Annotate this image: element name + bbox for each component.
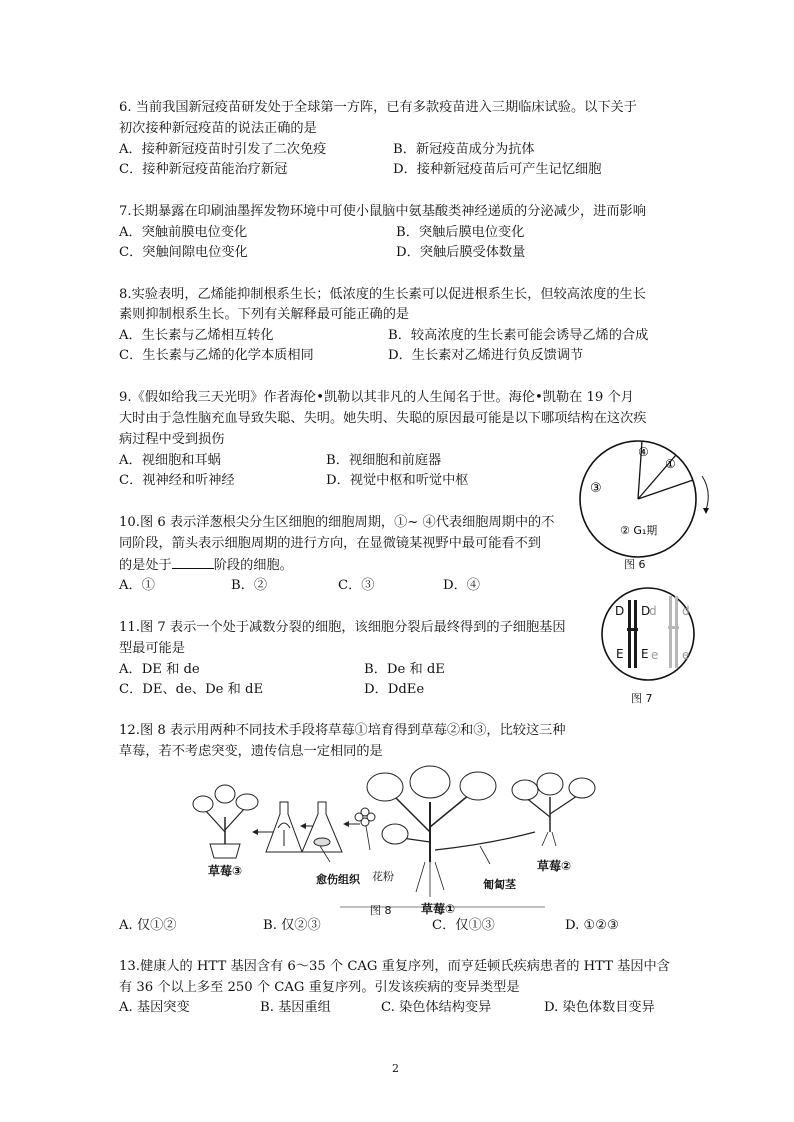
- fig8-label-strawberry-3: 草莓③: [208, 864, 243, 878]
- fig8-label-strawberry-2: 草莓②: [537, 859, 572, 873]
- q12-option-d: D. ①②③: [565, 918, 619, 933]
- q12-option-c: C．仅①③: [432, 918, 495, 933]
- q13-option-b: B. 基因重组: [260, 1000, 331, 1015]
- q11-option-c: C．DE、de、De 和 dE: [119, 682, 264, 697]
- q13-stem-line2: 有 36 个以上多至 250 个 CAG 重复序列。引发该疾病的变异类型是: [119, 980, 520, 995]
- chromatid-dark-1: [628, 600, 631, 668]
- figure-7-meiosis-cell: [598, 584, 698, 684]
- centromere-dark: [627, 628, 638, 631]
- gene-d-left: d: [649, 604, 657, 618]
- q12-stem-line2: 草莓，若不考虑突变，遗传信息一定相同的是: [119, 744, 383, 759]
- q8-option-d: D．生长素对乙烯进行负反馈调节: [388, 348, 584, 363]
- fig8-label-strawberry-1: 草莓①: [421, 902, 456, 916]
- fig7-caption: 图 7: [631, 692, 653, 705]
- q13-option-a: A. 基因突变: [119, 1000, 190, 1015]
- q11-option-d: D．DdEe: [364, 682, 425, 697]
- q11-stem-line1: 11.图 7 表示一个处于减数分裂的细胞，该细胞分裂后最终得到的子细胞基因: [119, 620, 566, 635]
- q10-stem-line1: 10.图 6 表示洋葱根尖分生区细胞的细胞周期，①~ ④代表细胞周期中的不: [119, 515, 555, 530]
- fig6-sector-4: ④: [638, 445, 649, 459]
- fig8-label-stolon: 匍匐茎: [483, 878, 516, 891]
- direction-arrow-icon: [702, 476, 708, 510]
- q6-option-c: C．接种新冠疫苗能治疗新冠: [119, 162, 288, 177]
- stolon-runner: [435, 832, 535, 850]
- q8-option-c: C．生长素与乙烯的化学本质相同: [119, 348, 314, 363]
- q11-option-b: B．De 和 dE: [364, 662, 445, 677]
- chromatid-light-1: [669, 596, 672, 668]
- q7-option-c: C．突触间隙电位变化: [119, 245, 248, 260]
- chromatid-dark-2: [634, 600, 637, 668]
- fig6-sector-1: ①: [665, 457, 676, 471]
- q6-option-b: B．新冠疫苗成分为抗体: [393, 142, 535, 157]
- gene-e-left: e: [651, 648, 659, 662]
- q7-option-d: D．突触后膜受体数量: [396, 245, 526, 260]
- q10-stem-line2: 同阶段，箭头表示细胞周期的进行方向，在显微镜某视野中最可能看不到: [119, 536, 541, 551]
- q10-option-c: C．③: [338, 578, 375, 593]
- q13-option-c: C. 染色体结构变异: [381, 1000, 492, 1015]
- q13-option-d: D. 染色体数目变异: [544, 1000, 655, 1015]
- flask-callus: [302, 802, 342, 852]
- q9-option-a: A．视细胞和耳蜗: [119, 453, 221, 468]
- q12-option-b: B. 仅②③: [263, 918, 321, 933]
- q8-stem-line1: 8.实验表明，乙烯能抑制根系生长；低浓度的生长素可以促进根系生长，但较高浓度的生长: [119, 287, 646, 302]
- q7-option-b: B．突触后膜电位变化: [396, 225, 525, 240]
- q10-option-a: A．①: [119, 578, 155, 593]
- gene-d-right: d: [682, 604, 690, 618]
- q8-option-a: A．生长素与乙烯相互转化: [119, 328, 274, 343]
- q10-option-b: B．②: [231, 578, 268, 593]
- q7-option-a: A．突触前膜电位变化: [119, 225, 248, 240]
- q10-option-d: D．④: [443, 578, 480, 593]
- q10-stem-suffix: 阶段的细胞。: [213, 558, 293, 573]
- q8-stem-line2: 素则抑制根系生长。下列有关解释最可能正确的是: [119, 307, 410, 322]
- gene-D-left: D: [615, 604, 625, 618]
- q12-stem-line1: 12.图 8 表示用两种不同技术手段将草莓①培育得到草莓②和③，比较这三种: [119, 723, 566, 738]
- figure-6-cell-cycle: [576, 436, 716, 576]
- fig8-label-pollen: 花粉: [372, 870, 394, 883]
- fig8-caption: 图 8: [370, 904, 392, 917]
- q6-stem-line1: 6. 当前我国新冠疫苗研发处于全球第一方阵，已有多款疫苗进入三期临床试验。以下关于: [119, 100, 637, 115]
- q8-option-b: B．较高浓度的生长素可能会诱导乙烯的合成: [388, 328, 649, 343]
- q10-stem-line3: [119, 556, 293, 575]
- q9-stem-line1: 9.《假如给我三天光明》作者海伦•凯勒以其非凡的人生闻名于世。海伦•凯勒在 19 个月: [119, 390, 634, 405]
- pollen-flower-icon: [355, 808, 375, 826]
- gene-D-right: D: [641, 604, 651, 618]
- fig6-caption: 图 6: [624, 558, 646, 571]
- q11-option-a: A．DE 和 de: [119, 662, 200, 677]
- flask-plantlet: [266, 802, 302, 852]
- q11-stem-line2: 型最可能是: [119, 641, 185, 656]
- gene-E-left: E: [616, 647, 624, 661]
- answer-blank: [172, 556, 214, 569]
- q6-stem-line2: 初次接种新冠疫苗的说法正确的是: [119, 121, 317, 136]
- fig8-label-callus: 愈伤组织: [316, 873, 360, 886]
- q13-stem-line1: 13.健康人的 HTT 基因含有 6～35 个 CAG 重复序列，而亨廷顿氏疾病患者的 HTT 基因中含: [119, 959, 670, 974]
- gene-E-right: E: [641, 647, 649, 661]
- fig6-sector-3: ③: [590, 481, 602, 496]
- q9-stem-line2: 大时由于急性脑充血导致失聪、失明。她失明、失聪的原因最可能是以下哪项结构在这次疾: [119, 411, 647, 426]
- gene-e-right: e: [682, 648, 690, 662]
- strawberry-3-plant: [193, 785, 258, 858]
- q9-option-b: B．视细胞和前庭器: [326, 453, 442, 468]
- page-number: 2: [392, 1062, 399, 1075]
- q10-stem-prefix: 的是处于: [119, 558, 172, 573]
- q7-stem-line1: 7.长期暴露在印刷油墨挥发物环境中可使小鼠脑中氨基酸类神经递质的分泌减少，进而影响: [119, 204, 646, 219]
- chromatid-light-2: [675, 596, 678, 668]
- fig6-sector-2: ② G₁期: [620, 524, 658, 537]
- q9-stem-line3: 病过程中受到损伤: [119, 432, 225, 447]
- centromere-light: [668, 626, 679, 629]
- q9-option-c: C．视神经和听神经: [119, 473, 235, 488]
- figure-8-strawberry: [190, 762, 610, 912]
- q6-option-a: A．接种新冠疫苗时引发了二次免疫: [119, 142, 327, 157]
- q9-option-d: D．视觉中枢和听觉中枢: [326, 473, 469, 488]
- q12-option-a: A. 仅①②: [119, 918, 177, 933]
- q6-option-d: D．接种新冠疫苗后可产生记忆细胞: [393, 162, 602, 177]
